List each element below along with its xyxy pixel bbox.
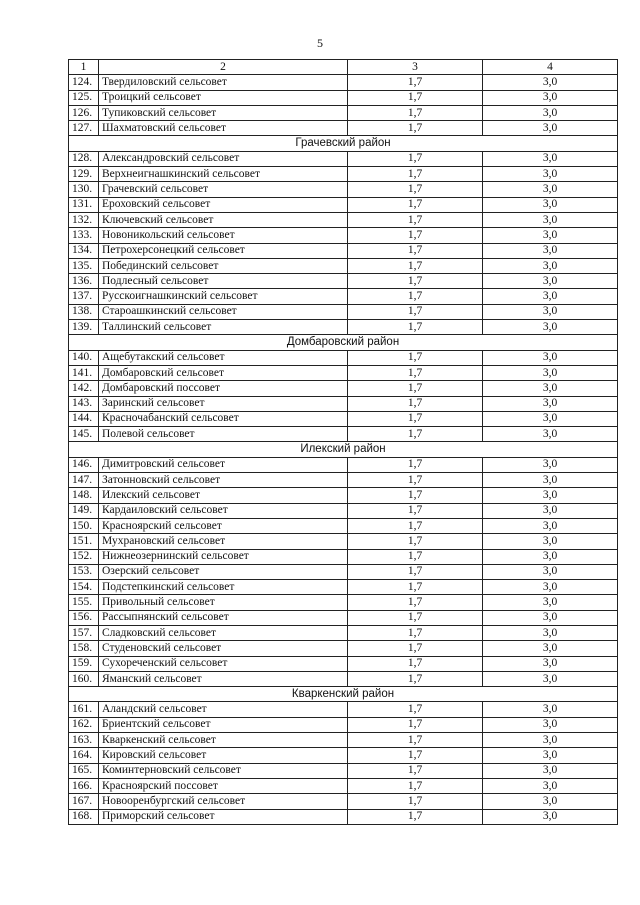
row-number: 157. (69, 625, 99, 640)
section-header-row (69, 136, 618, 151)
settlement-name: Коминтерновский сельсовет (99, 763, 348, 778)
row-number: 136. (69, 274, 99, 289)
value-col-3: 1,7 (348, 381, 483, 396)
row-number: 147. (69, 473, 99, 488)
table-row (69, 228, 618, 243)
value-col-3: 1,7 (348, 641, 483, 656)
settlement-name: Бриентский сельсовет (99, 717, 348, 732)
row-number: 162. (69, 717, 99, 732)
table-row (69, 182, 618, 197)
value-col-3: 1,7 (348, 457, 483, 472)
table-row (69, 457, 618, 472)
value-col-3: 1,7 (348, 274, 483, 289)
section-title: Кваркенский район (69, 687, 618, 702)
value-col-3: 1,7 (348, 610, 483, 625)
row-number: 131. (69, 197, 99, 212)
value-col-4: 3,0 (483, 702, 618, 717)
value-col-4: 3,0 (483, 763, 618, 778)
row-number: 155. (69, 595, 99, 610)
value-col-4: 3,0 (483, 289, 618, 304)
row-number: 127. (69, 121, 99, 136)
row-number: 128. (69, 151, 99, 166)
table-row (69, 595, 618, 610)
row-number: 160. (69, 671, 99, 686)
settlement-name: Домбаровский сельсовет (99, 365, 348, 380)
table-row (69, 90, 618, 105)
value-col-4: 3,0 (483, 778, 618, 793)
row-number: 135. (69, 258, 99, 273)
settlement-name: Подлесный сельсовет (99, 274, 348, 289)
value-col-4: 3,0 (483, 733, 618, 748)
row-number: 129. (69, 167, 99, 182)
settlement-name: Побединский сельсовет (99, 258, 348, 273)
value-col-4: 3,0 (483, 350, 618, 365)
settlement-name: Яманский сельсовет (99, 671, 348, 686)
table-row (69, 381, 618, 396)
value-col-4: 3,0 (483, 365, 618, 380)
settlement-name: Новооренбургский сельсовет (99, 794, 348, 809)
table-row (69, 212, 618, 227)
table-row (69, 274, 618, 289)
table-row (69, 105, 618, 120)
row-number: 144. (69, 411, 99, 426)
value-col-4: 3,0 (483, 258, 618, 273)
settlement-name: Затонновский сельсовет (99, 473, 348, 488)
settlement-name: Илекский сельсовет (99, 488, 348, 503)
settlement-name: Грачевский сельсовет (99, 182, 348, 197)
row-number: 137. (69, 289, 99, 304)
settlement-name: Красночабанский сельсовет (99, 411, 348, 426)
settlement-name: Верхнеигнашкинский сельсовет (99, 167, 348, 182)
value-col-3: 1,7 (348, 595, 483, 610)
table-row (69, 564, 618, 579)
section-header-row (69, 335, 618, 350)
row-number: 134. (69, 243, 99, 258)
value-col-3: 1,7 (348, 534, 483, 549)
table-row (69, 656, 618, 671)
value-col-3: 1,7 (348, 228, 483, 243)
value-col-4: 3,0 (483, 427, 618, 442)
value-col-4: 3,0 (483, 90, 618, 105)
table-row (69, 717, 618, 732)
value-col-3: 1,7 (348, 212, 483, 227)
row-number: 166. (69, 778, 99, 793)
settlement-name: Студеновский сельсовет (99, 641, 348, 656)
row-number: 143. (69, 396, 99, 411)
value-col-3: 1,7 (348, 350, 483, 365)
row-number: 149. (69, 503, 99, 518)
table-row (69, 488, 618, 503)
value-col-4: 3,0 (483, 121, 618, 136)
row-number: 152. (69, 549, 99, 564)
value-col-3: 1,7 (348, 748, 483, 763)
value-col-3: 1,7 (348, 794, 483, 809)
table-row (69, 610, 618, 625)
value-col-4: 3,0 (483, 809, 618, 824)
table-row (69, 151, 618, 166)
table-row (69, 289, 618, 304)
table-row (69, 733, 618, 748)
value-col-4: 3,0 (483, 534, 618, 549)
settlement-name: Ероховский сельсовет (99, 197, 348, 212)
value-col-3: 1,7 (348, 289, 483, 304)
row-number: 159. (69, 656, 99, 671)
table-row (69, 365, 618, 380)
settlement-name: Димитровский сельсовет (99, 457, 348, 472)
row-number: 142. (69, 381, 99, 396)
settlement-name: Мухрановский сельсовет (99, 534, 348, 549)
value-col-3: 1,7 (348, 702, 483, 717)
table-row (69, 809, 618, 824)
value-col-3: 1,7 (348, 518, 483, 533)
table-row (69, 197, 618, 212)
value-col-4: 3,0 (483, 717, 618, 732)
settlement-name: Сухореченский сельсовет (99, 656, 348, 671)
value-col-3: 1,7 (348, 197, 483, 212)
settlement-name: Ключевский сельсовет (99, 212, 348, 227)
row-number: 126. (69, 105, 99, 120)
value-col-4: 3,0 (483, 381, 618, 396)
row-number: 153. (69, 564, 99, 579)
settlement-name: Сладковский сельсовет (99, 625, 348, 640)
value-col-3: 1,7 (348, 75, 483, 90)
value-col-4: 3,0 (483, 243, 618, 258)
row-number: 150. (69, 518, 99, 533)
value-col-4: 3,0 (483, 610, 618, 625)
value-col-3: 1,7 (348, 365, 483, 380)
table-row (69, 167, 618, 182)
settlement-name: Новоникольский сельсовет (99, 228, 348, 243)
table-row (69, 258, 618, 273)
value-col-3: 1,7 (348, 778, 483, 793)
value-col-4: 3,0 (483, 473, 618, 488)
settlement-name: Заринский сельсовет (99, 396, 348, 411)
row-number: 124. (69, 75, 99, 90)
row-number: 132. (69, 212, 99, 227)
table-row (69, 794, 618, 809)
value-col-3: 1,7 (348, 105, 483, 120)
row-number: 154. (69, 580, 99, 595)
settlement-name: Домбаровский поссовет (99, 381, 348, 396)
section-title: Илекский район (69, 442, 618, 457)
value-col-4: 3,0 (483, 580, 618, 595)
settlement-name: Тупиковский сельсовет (99, 105, 348, 120)
row-number: 125. (69, 90, 99, 105)
value-col-3: 1,7 (348, 396, 483, 411)
header-cell-3: 3 (348, 60, 483, 75)
settlement-name: Нижнеозернинский сельсовет (99, 549, 348, 564)
row-number: 158. (69, 641, 99, 656)
table-row (69, 534, 618, 549)
value-col-4: 3,0 (483, 748, 618, 763)
table-row (69, 304, 618, 319)
value-col-3: 1,7 (348, 304, 483, 319)
section-header-row (69, 687, 618, 702)
settlement-name: Ащебутакский сельсовет (99, 350, 348, 365)
value-col-4: 3,0 (483, 595, 618, 610)
settlement-name: Кваркенский сельсовет (99, 733, 348, 748)
table-row (69, 411, 618, 426)
value-col-4: 3,0 (483, 503, 618, 518)
settlement-name: Твердиловский сельсовет (99, 75, 348, 90)
table-row (69, 243, 618, 258)
value-col-3: 1,7 (348, 427, 483, 442)
row-number: 139. (69, 320, 99, 335)
settlement-name: Кардаиловский сельсовет (99, 503, 348, 518)
value-col-4: 3,0 (483, 488, 618, 503)
value-col-3: 1,7 (348, 151, 483, 166)
table-row (69, 350, 618, 365)
value-col-3: 1,7 (348, 656, 483, 671)
row-number: 163. (69, 733, 99, 748)
value-col-4: 3,0 (483, 671, 618, 686)
row-number: 148. (69, 488, 99, 503)
table-row (69, 580, 618, 595)
value-col-3: 1,7 (348, 671, 483, 686)
table-row (69, 396, 618, 411)
row-number: 141. (69, 365, 99, 380)
table-row (69, 671, 618, 686)
value-col-3: 1,7 (348, 182, 483, 197)
row-number: 165. (69, 763, 99, 778)
value-col-4: 3,0 (483, 182, 618, 197)
row-number: 167. (69, 794, 99, 809)
settlement-name: Русскоигнашкинский сельсовет (99, 289, 348, 304)
value-col-3: 1,7 (348, 580, 483, 595)
settlements-table (68, 59, 618, 825)
value-col-4: 3,0 (483, 656, 618, 671)
value-col-4: 3,0 (483, 625, 618, 640)
table-row (69, 503, 618, 518)
value-col-3: 1,7 (348, 243, 483, 258)
table-row (69, 427, 618, 442)
table-row (69, 702, 618, 717)
value-col-4: 3,0 (483, 105, 618, 120)
section-title: Домбаровский район (69, 335, 618, 350)
settlement-name: Озерский сельсовет (99, 564, 348, 579)
settlement-name: Аландский сельсовет (99, 702, 348, 717)
value-col-3: 1,7 (348, 258, 483, 273)
settlement-name: Троицкий сельсовет (99, 90, 348, 105)
value-col-3: 1,7 (348, 411, 483, 426)
settlement-name: Шахматовский сельсовет (99, 121, 348, 136)
value-col-3: 1,7 (348, 809, 483, 824)
settlement-name: Красноярский поссовет (99, 778, 348, 793)
table-row (69, 549, 618, 564)
header-cell-4: 4 (483, 60, 618, 75)
section-title: Грачевский район (69, 136, 618, 151)
value-col-4: 3,0 (483, 320, 618, 335)
value-col-3: 1,7 (348, 320, 483, 335)
settlement-name: Рассыпнянский сельсовет (99, 610, 348, 625)
value-col-3: 1,7 (348, 625, 483, 640)
value-col-4: 3,0 (483, 794, 618, 809)
value-col-3: 1,7 (348, 488, 483, 503)
value-col-3: 1,7 (348, 90, 483, 105)
row-number: 130. (69, 182, 99, 197)
row-number: 164. (69, 748, 99, 763)
table-body (69, 60, 618, 825)
table-row (69, 748, 618, 763)
value-col-3: 1,7 (348, 473, 483, 488)
value-col-4: 3,0 (483, 641, 618, 656)
settlement-name: Петрохерсонецкий сельсовет (99, 243, 348, 258)
section-header-row (69, 442, 618, 457)
header-cell-2: 2 (99, 60, 348, 75)
settlement-name: Кировский сельсовет (99, 748, 348, 763)
row-number: 133. (69, 228, 99, 243)
table-row (69, 320, 618, 335)
value-col-4: 3,0 (483, 518, 618, 533)
value-col-3: 1,7 (348, 717, 483, 732)
value-col-3: 1,7 (348, 167, 483, 182)
value-col-3: 1,7 (348, 549, 483, 564)
header-cell-1: 1 (69, 60, 99, 75)
table-header-row (69, 60, 618, 75)
value-col-4: 3,0 (483, 197, 618, 212)
value-col-4: 3,0 (483, 564, 618, 579)
value-col-3: 1,7 (348, 121, 483, 136)
value-col-4: 3,0 (483, 212, 618, 227)
row-number: 161. (69, 702, 99, 717)
settlement-name: Староашкинский сельсовет (99, 304, 348, 319)
value-col-4: 3,0 (483, 411, 618, 426)
row-number: 156. (69, 610, 99, 625)
row-number: 140. (69, 350, 99, 365)
settlement-name: Александровский сельсовет (99, 151, 348, 166)
settlement-name: Красноярский сельсовет (99, 518, 348, 533)
row-number: 138. (69, 304, 99, 319)
settlement-name: Полевой сельсовет (99, 427, 348, 442)
settlement-name: Таллинский сельсовет (99, 320, 348, 335)
table-row (69, 625, 618, 640)
value-col-4: 3,0 (483, 228, 618, 243)
table-row (69, 121, 618, 136)
value-col-4: 3,0 (483, 304, 618, 319)
table-row (69, 778, 618, 793)
value-col-3: 1,7 (348, 564, 483, 579)
value-col-4: 3,0 (483, 457, 618, 472)
page-number: 5 (317, 36, 323, 50)
value-col-4: 3,0 (483, 167, 618, 182)
value-col-4: 3,0 (483, 396, 618, 411)
value-col-4: 3,0 (483, 151, 618, 166)
table-row (69, 518, 618, 533)
row-number: 168. (69, 809, 99, 824)
row-number: 145. (69, 427, 99, 442)
value-col-3: 1,7 (348, 503, 483, 518)
settlement-name: Подстепкинский сельсовет (99, 580, 348, 595)
settlement-name: Приморский сельсовет (99, 809, 348, 824)
value-col-3: 1,7 (348, 763, 483, 778)
table-row (69, 641, 618, 656)
settlement-name: Привольный сельсовет (99, 595, 348, 610)
row-number: 151. (69, 534, 99, 549)
row-number: 146. (69, 457, 99, 472)
value-col-3: 1,7 (348, 733, 483, 748)
value-col-4: 3,0 (483, 274, 618, 289)
table-row (69, 763, 618, 778)
table-row (69, 473, 618, 488)
table-row (69, 75, 618, 90)
value-col-4: 3,0 (483, 549, 618, 564)
value-col-4: 3,0 (483, 75, 618, 90)
